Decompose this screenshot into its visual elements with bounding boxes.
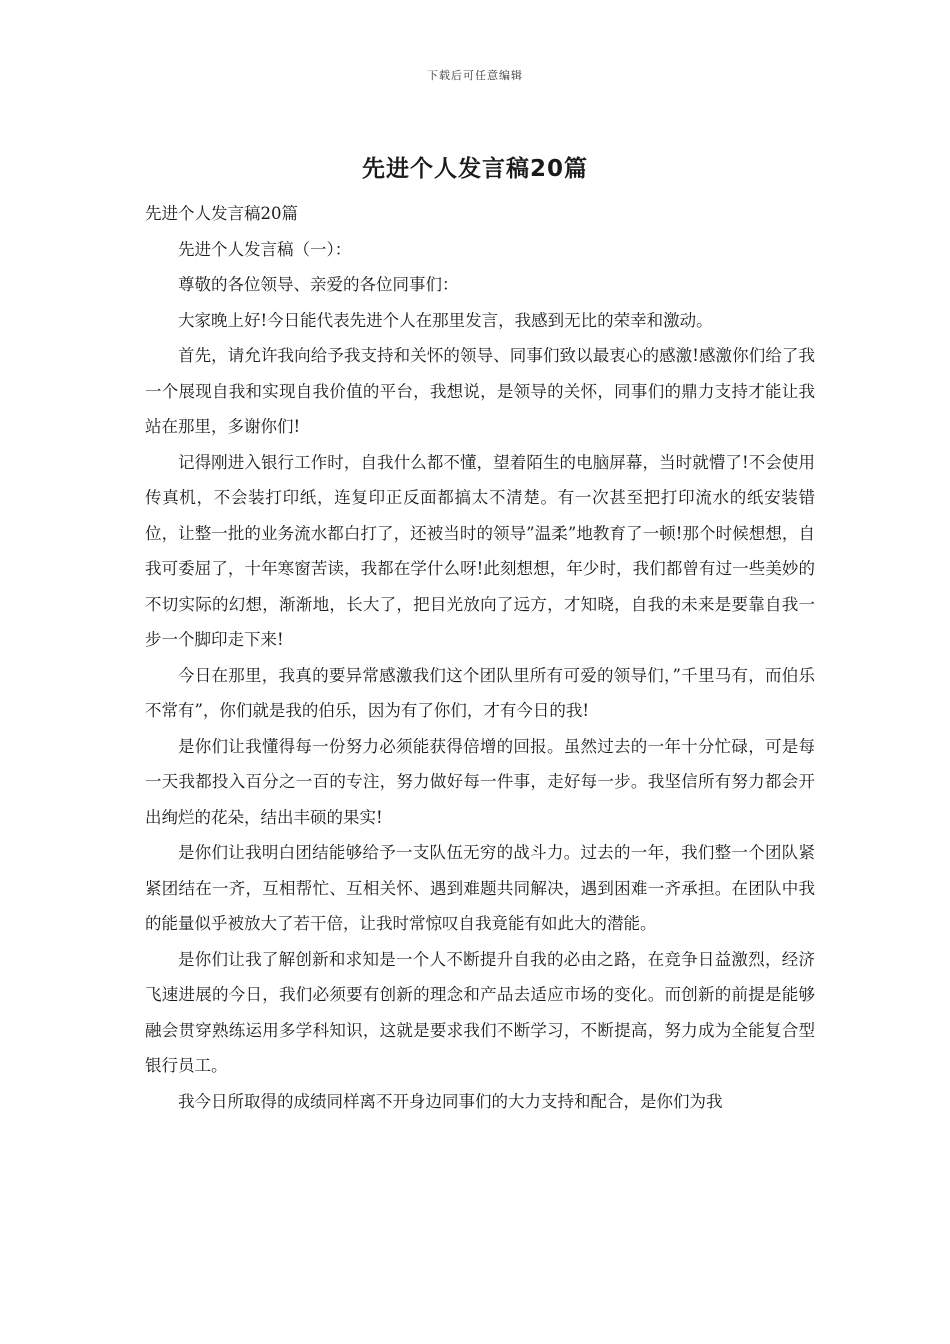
paragraph: 是你们让我明白团结能够给予一支队伍无穷的战斗力。过去的一年，我们整一个团队紧紧团结在一齐，互相帮忙、互相关怀、遇到难题共同解决，遇到困难一齐承担。在团队中我的能量似乎被放大了若干倍，让我时常惊叹自我竟能有如此大的潜能。 [145, 843, 815, 933]
document-title: 先进个人发言稿20篇 [361, 156, 588, 182]
paragraph: 记得刚进入银行工作时，自我什么都不懂，望着陌生的电脑屏幕，当时就懵了!不会使用传真机，不会装打印纸，连复印正反面都搞太不清楚。有一次甚至把打印流水的纸安装错位，让整一批的业务流水都白打了，还被当时的领导”温柔”地教育了一顿!那个时候想想，自我可委屈了，十年寒窗苦读，我都在学什么呀!此刻想想，年少时，我们都曾有过一些美妙的不切实际的幻想，渐渐地，长大了，把目光放向了远方，才知晓，自我的未来是要靠自我一步一个脚印走下来! [145, 452, 815, 649]
paragraph: 今日在那里，我真的要异常感激我们这个团队里所有可爱的领导们，”千里马有，而伯乐不常有”，你们就是我的伯乐，因为有了你们，才有今日的我! [145, 665, 815, 720]
paragraph: 我今日所取得的成绩同样离不开身边同事们的大力支持和配合，是你们为我 [178, 1091, 723, 1111]
paragraph: 首先，请允许我向给予我支持和关怀的领导、同事们致以最衷心的感激!感激你们给了我一个展现自我和实现自我价值的平台，我想说，是领导的关怀，同事们的鼎力支持才能让我站在那里，多谢你们! [145, 346, 815, 436]
document-body [145, 196, 815, 1119]
paragraph: 大家晚上好!今日能代表先进个人在那里发言，我感到无比的荣幸和激动。 [178, 310, 713, 330]
paragraph: 是你们让我了解创新和求知是一个人不断提升自我的必由之路，在竞争日益激烈，经济飞速进展的今日，我们必须要有创新的理念和产品去适应市场的变化。而创新的前提是能够融会贯穿熟练运用多学科知识，这就是要求我们不断学习，不断提高，努力成为全能复合型银行员工。 [145, 949, 815, 1075]
paragraph: 尊敬的各位领导、亲爱的各位同事们： [178, 275, 459, 294]
paragraph: 是你们让我懂得每一份努力必须能获得倍增的回报。虽然过去的一年十分忙碌，可是每一天我都投入百分之一百的专注，努力做好每一件事，走好每一步。我坚信所有努力都会开出绚烂的花朵，结出丰硕的果实! [145, 736, 815, 827]
paragraph: 先进个人发言稿20篇 [145, 204, 298, 223]
header-note: 下载后可任意编辑 [427, 69, 523, 82]
paragraph: 先进个人发言稿（一）： [178, 239, 352, 259]
